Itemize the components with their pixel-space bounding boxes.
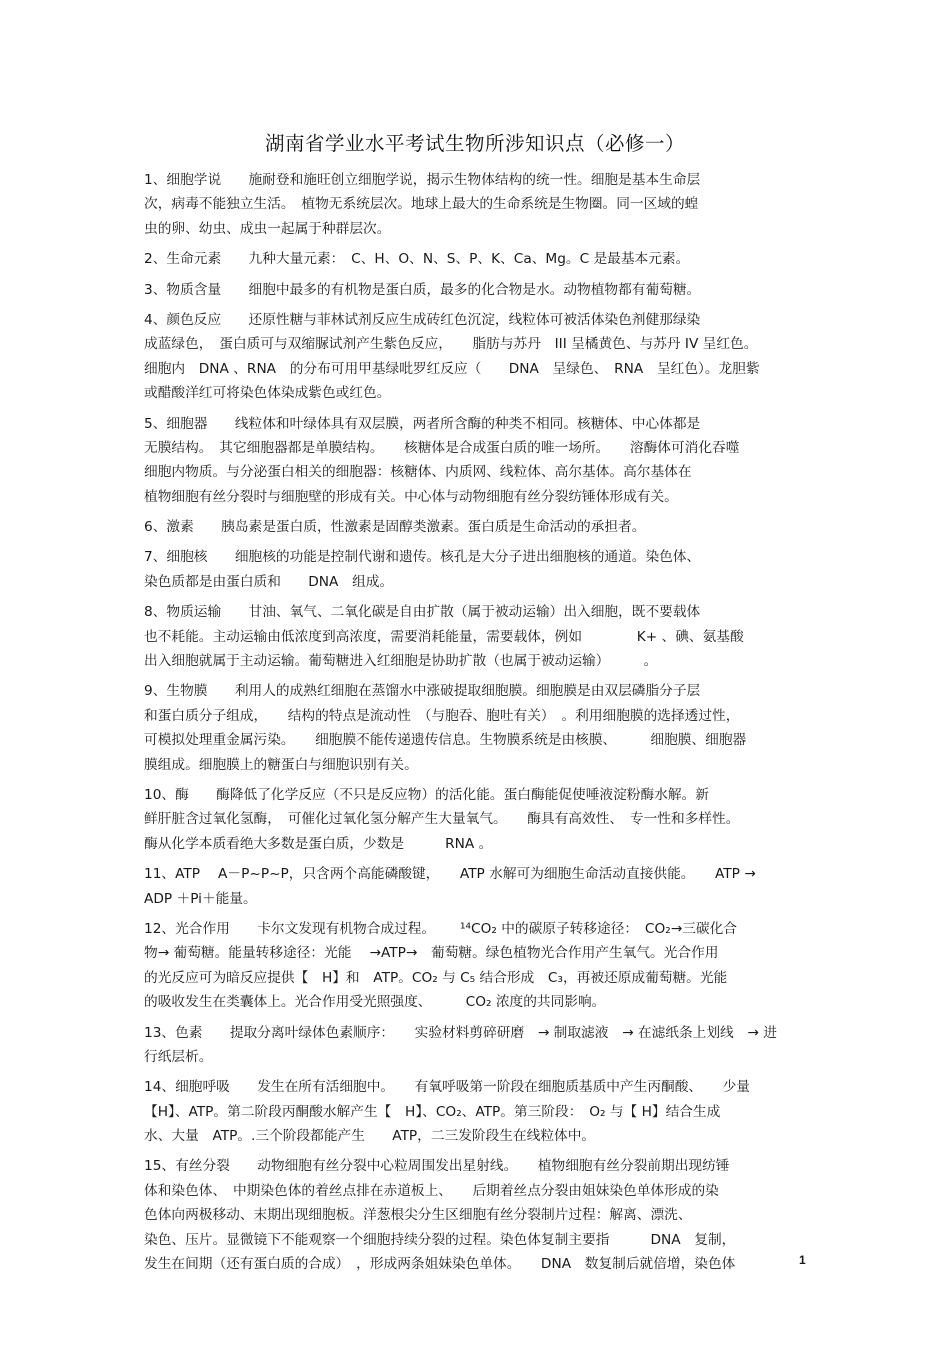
text-line: 9、生物膜 利用人的成熟红细胞在蒸馏水中涨破提取细胞膜。细胞膜是由双层磷脂分子层 — [144, 683, 701, 700]
document-title: 湖南省学业水平考试生物所涉知识点（必修一） — [264, 132, 685, 155]
text-line: 的吸收发生在类囊体上。光合作用受光照强度、 CO₂ 浓度的共同影响。 — [144, 994, 606, 1011]
text-line: 1、细胞学说 施耐登和施旺创立细胞学说，揭示生物体结构的统一性。细胞是基本生命层 — [144, 172, 701, 188]
text-line: 物→ 葡萄糖。能量转移途径：光能 →ATP→ 葡萄糖。绿色植物光合作用产生氧气。光合作用 — [144, 945, 719, 962]
text-line: 和蛋白质分子组成， 结构的特点是流动性 （与胞吞、胞吐有关） 。利用细胞膜的选择透过性， — [144, 707, 740, 724]
knowledge-section — [144, 545, 816, 594]
knowledge-section — [144, 168, 816, 241]
text-line: 酶从化学本质看绝大多数是蛋白质，少数是 RNA 。 — [144, 835, 493, 852]
text-line: 植物细胞有丝分裂时与细胞壁的形成有关。中心体与动物细胞有丝分裂纺锤体形成有关。 — [144, 488, 678, 505]
text-line: 5、细胞器 线粒体和叶绿体具有双层膜，两者所含酶的种类不相同。核糖体、中心体都是 — [144, 415, 701, 432]
knowledge-section — [144, 412, 816, 510]
text-line: 膜组成。细胞膜上的糖蛋白与细胞识别有关。 — [144, 756, 418, 773]
text-line: 13、色素 提取分离叶绿体色素顺序： 实验材料剪碎研磨 → 制取滤液 → 在滤纸条上划线 → 进 — [144, 1024, 777, 1041]
text-line: 【H】、ATP。第二阶段丙酮酸水解产生【 H】、CO₂、ATP。第三阶段： O₂ 与【 H】结合生成 — [144, 1103, 721, 1120]
text-line: 细胞内物质。与分泌蛋白相关的细胞器：核糖体、内质网、线粒体、高尔基体。高尔基体在 — [144, 464, 692, 481]
text-line: 3、物质含量 细胞中最多的有机物是蛋白质，最多的化合物是水。动物植物都有葡萄糖。 — [144, 281, 701, 298]
text-line: 细胞内 DNA 、RNA 的分布可用甲基绿吡罗红反应（ DNA 呈绿色、 RNA 呈红色）。龙胆紫 — [144, 360, 760, 377]
text-line: 可模拟处理重金属污染。 细胞膜不能传递遗传信息。生物膜系统是由核膜、 细胞膜、细胞器 — [144, 732, 747, 749]
text-line: 4、颜色反应 还原性糖与菲林试剂反应生成砖红色沉淀，线粒体可被活体染色剂健那绿染 — [144, 311, 701, 328]
text-line: 14、细胞呼吸 发生在所有活细胞中。 有氧呼吸第一阶段在细胞质基质中产生丙酮酸、 少量 — [144, 1079, 750, 1096]
page-number: 1 — [799, 1253, 806, 1267]
knowledge-section — [144, 917, 816, 1015]
text-line: 或醋酸洋红可将染色体染成紫色或红色。 — [144, 385, 391, 402]
text-line: 体和染色体、 中期染色体的着丝点排在赤道板上、 后期着丝点分裂由姐妹染色单体形成的染 — [144, 1182, 719, 1199]
knowledge-section — [144, 278, 816, 302]
text-line: 11、ATP A－P~P~P，只含两个高能磷酸键， ATP 水解可为细胞生命活动直接供能。 ATP → — [144, 866, 756, 883]
text-line: 也不耗能。主动运输由低浓度到高浓度，需要消耗能量，需要载体，例如 K+ 、碘、氨基酸 — [144, 628, 744, 645]
text-line: 染色质都是由蛋白质和 DNA 组成。 — [144, 573, 394, 590]
knowledge-section — [144, 862, 816, 911]
text-line: 水、大量 ATP。.三个阶段都能产生 ATP，二三发阶段生在线粒体中。 — [144, 1128, 596, 1145]
text-line: 次，病毒不能独立生活。 植物无系统层次。地球上最大的生命系统是生物圈。同一区域的蝗 — [144, 196, 699, 213]
knowledge-section — [144, 1021, 816, 1070]
text-line: 8、物质运输 甘油、氧气、二氧化碳是自由扩散（属于被动运输）出入细胞，既不要载体 — [144, 604, 701, 621]
text-line: 12、光合作用 卡尔文发现有机物合成过程。 ¹⁴CO₂ 中的碳原子转移途径： CO₂→三碳化合 — [144, 920, 737, 937]
knowledge-section — [144, 600, 816, 673]
text-line: 虫的卵、幼虫、成虫一起属于种群层次。 — [144, 220, 391, 237]
text-line: 鲜肝脏含过氧化氢酶， 可催化过氧化氢分解产生大量氧气。 酶具有高效性、 专一性和多样性。 — [144, 811, 740, 828]
text-line: 2、生命元素 九种大量元素： C、H、O、N、S、P、K、Ca、Mg。C 是最基本元素。 — [144, 251, 690, 268]
text-line: 发生在间期（还有蛋白质的合成） ，形成两条姐妹染色单体。 DNA 数复制后就倍增，染色体 — [144, 1256, 736, 1273]
document-body — [144, 168, 816, 1282]
knowledge-section — [144, 783, 816, 856]
text-line: 7、细胞核 细胞核的功能是控制代谢和遗传。核孔是大分子进出细胞核的通道。染色体、 — [144, 549, 701, 566]
text-line: 15、有丝分裂 动物细胞有丝分裂中心粒周围发出星射线。 植物细胞有丝分裂前期出现纺锤 — [144, 1158, 730, 1175]
text-line: 出入细胞就属于主动运输。葡萄糖进入红细胞是协助扩散（也属于被动运输） 。 — [144, 653, 658, 670]
text-line: 的光反应可为暗反应提供【 H】和 ATP。CO₂ 与 C₅ 结合形成 C₃，再被还原成葡萄糖。光能 — [144, 969, 728, 986]
knowledge-section — [144, 308, 816, 406]
text-line: 无膜结构。 其它细胞器都是单膜结构。 核糖体是合成蛋白质的唯一场所。 溶酶体可消化吞噬 — [144, 439, 740, 456]
knowledge-section — [144, 1075, 816, 1148]
text-line: 行纸层析。 — [144, 1048, 213, 1065]
knowledge-section — [144, 247, 816, 271]
text-line: 6、激素 胰岛素是蛋白质，性激素是固醇类激素。蛋白质是生命活动的承担者。 — [144, 519, 646, 536]
text-line: ADP ＋Pi＋能量。 — [144, 890, 257, 907]
knowledge-section — [144, 515, 816, 539]
knowledge-section — [144, 679, 816, 777]
text-line: 10、酶 酶降低了化学反应（不只是反应物）的活化能。蛋白酶能促使唾液淀粉酶水解。新 — [144, 786, 709, 803]
knowledge-section — [144, 1154, 816, 1276]
text-line: 成蓝绿色， 蛋白质可与双缩脲试剂产生紫色反应， 脂肪与苏丹 III 呈橘黄色、与苏丹 IV 呈红色。 — [144, 336, 758, 353]
text-line: 染色、压片。显微镜下不能观察一个细胞持续分裂的过程。染色体复制主要指 DNA 复制， — [144, 1231, 736, 1248]
text-line: 色体向两极移动、末期出现细胞板。洋葱根尖分生区细胞有丝分裂制片过程：解离、漂洗、 — [144, 1207, 692, 1224]
